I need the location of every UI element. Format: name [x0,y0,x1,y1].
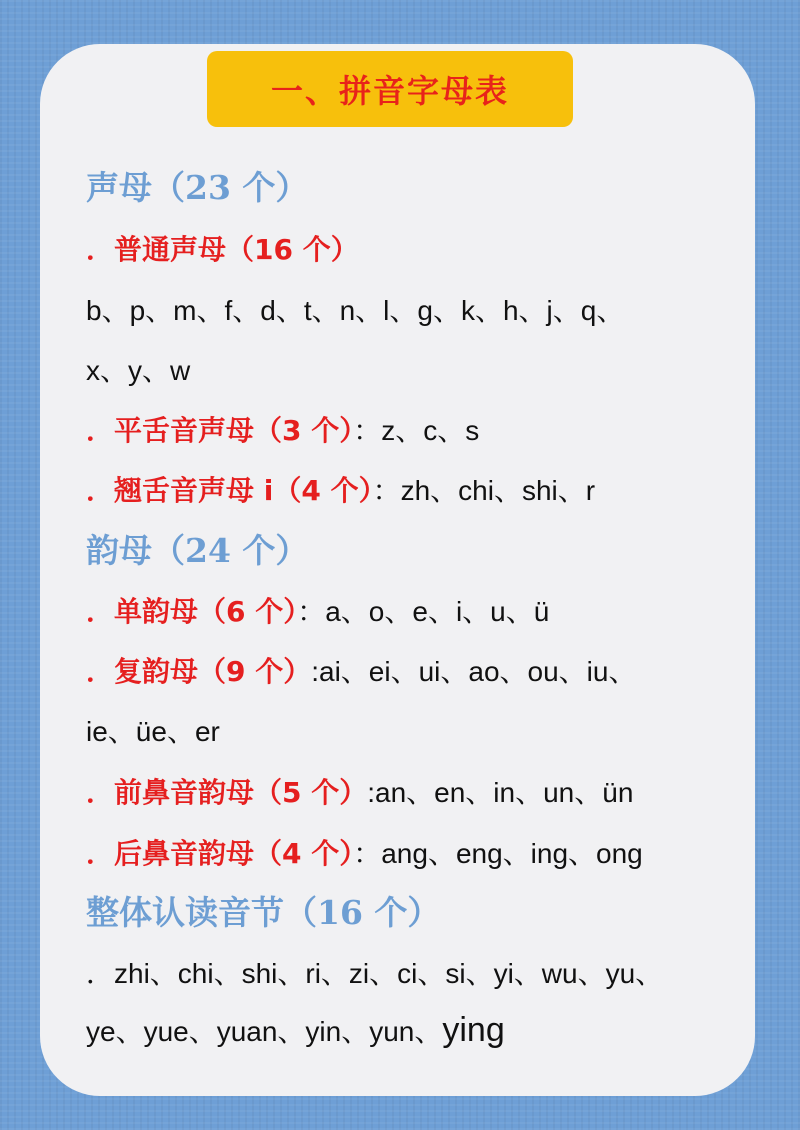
compound-finals-row [86,650,636,690]
whole-syllables-line-1: ．zhi、chi、shi、ri、zi、ci、si、yi、wu、yu、 [86,958,664,989]
back-nasal-finals-row [86,832,643,872]
common-initials-label: ．普通声母（16 个） [86,233,359,266]
simple-finals-label: ．单韵母（6 个） [86,595,298,628]
compound-finals-value: :ai、ei、ui、ao、ou、iu、 [311,656,637,687]
back-nasal-finals-value: ：ang、eng、ing、ong [353,838,643,869]
whole-syllables-heading: 整体认读音节（16 个） [86,893,441,932]
simple-finals-row [86,590,549,630]
compound-finals-label: ．复韵母（9 个） [86,655,312,688]
front-nasal-finals-row [86,771,633,811]
common-initials-line-2: x、y、w [86,355,191,386]
common-initials-line-1: b、p、m、f、d、t、n、l、g、k、h、j、q、 [86,295,625,326]
back-nasal-finals-label: ．后鼻音韵母（4 个） [86,837,354,870]
page-title: 一、拼音字母表 [270,72,509,110]
front-nasal-finals-label: ．前鼻音韵母（5 个） [86,776,368,809]
compound-finals-line-2: ie、üe、er [86,716,220,747]
whole-syllables-line-2-text: ye、yue、yuan、yin、yun、 [86,1016,443,1047]
front-nasal-finals-value: :an、en、in、un、ün [367,777,634,808]
finals-heading: 韵母（24 个） [86,531,309,570]
flat-initials-value: ：z、c、s [353,415,480,446]
title-banner [207,51,573,127]
initials-heading: 声母（23 个） [86,168,309,207]
retroflex-initials-row [86,469,595,509]
simple-finals-value: ：a、o、e、i、u、ü [297,596,550,627]
whole-syllables-line-2 [86,1010,505,1050]
retroflex-initials-label: ．翘舌音声母 i（4 个） [86,474,373,507]
flat-initials-row [86,409,479,449]
flat-initials-label: ．平舌音声母（3 个） [86,414,354,447]
retroflex-initials-value: ：zh、chi、shi、r [372,475,596,506]
whole-syllables-last: ying [442,1011,505,1049]
